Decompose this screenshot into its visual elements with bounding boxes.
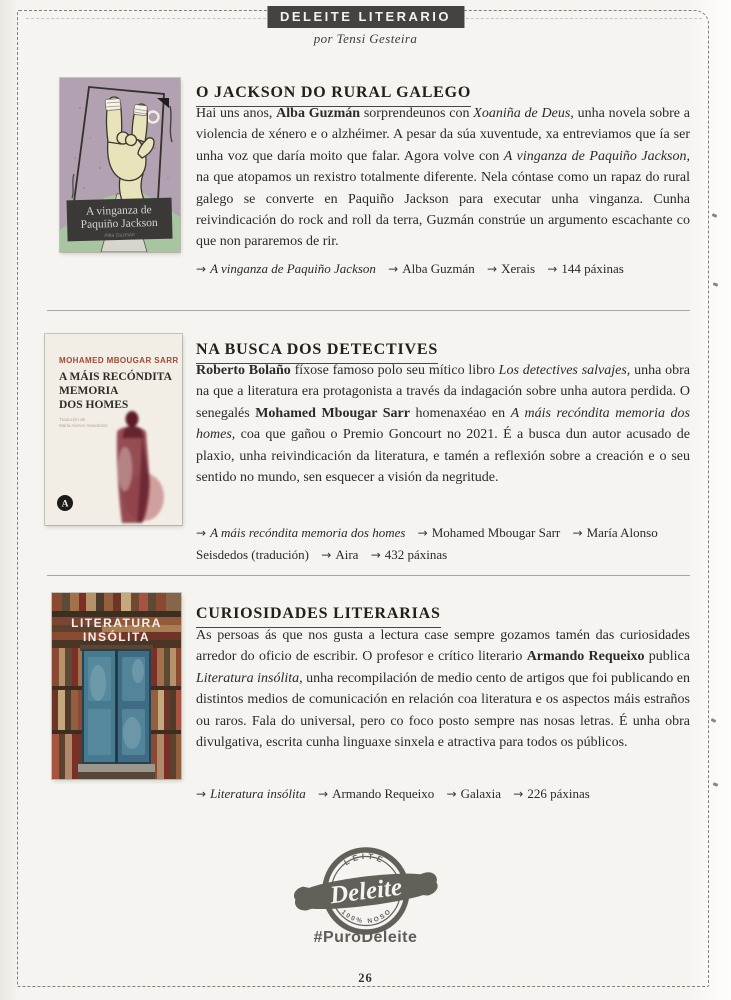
cover-author: MOHAMED MBOUGAR SARR [59,356,179,365]
section-divider [47,575,690,576]
meta-item: → Armando Requeixo [318,786,435,801]
arrow-icon: → [318,787,329,801]
arrow-icon: → [196,526,207,540]
meta-item: → Xerais [487,261,536,276]
meta-item: → A máis recóndita memoria dos homes [196,525,406,540]
cover-title-line1: LITERATURA [71,616,162,630]
book-cover-literatura-insolita [52,593,181,779]
book-meta-1 [196,258,690,280]
binding-mark [712,213,718,218]
cover-author: Alba Guzmán [104,232,135,239]
arrow-icon: → [370,548,381,562]
arrow-icon: → [417,526,428,540]
section-divider [47,310,690,311]
cover-title-line1: A vinganza de [85,204,152,218]
arrow-icon: → [446,787,457,801]
meta-item: → María Alonso Seisdedos (tradución) [196,525,658,562]
book-cover-illustration [52,593,181,779]
hashtag: #PuroDeleite [313,929,418,946]
stamp-arc-bottom-text: 100% NOSO [339,907,394,926]
stamp-name: Deleite [328,873,403,910]
binding-mark [713,782,719,787]
arrow-icon: → [547,262,558,276]
meta-item: → Aira [321,547,359,562]
article-title-1: O JACKSON DO RURAL GALEGO [196,84,471,107]
arrow-icon: → [321,548,332,562]
cover-title-line2: Paquiño Jackson [80,216,158,232]
meta-item: → 226 páxinas [513,786,590,801]
book-cover-memoria-dos-homes [45,334,182,525]
cover-title-line2: INSÓLITA [82,630,151,644]
cover-title-line3: DOS HOMES [59,399,129,411]
binding-mark [713,282,719,287]
cover-title-line2: MEMORIA [59,385,119,397]
section-title-box [267,6,464,28]
meta-item: → Alba Guzmán [388,261,475,276]
meta-item: → 144 páxinas [547,261,624,276]
book-meta-3 [196,783,690,805]
book-cover-illustration [45,334,182,525]
cover-translation-line2: María Alonso Seisdedos [59,423,108,428]
arrow-icon: → [388,262,399,276]
meta-item: → Galaxia [446,786,501,801]
meta-item: → Mohamed Mbougar Sarr [417,525,561,540]
article-title-3: CURIOSIDADES LITERARIAS [196,605,441,628]
byline: por Tensi Gesteira [313,31,418,46]
book-cover-paquino-jackson [60,78,180,252]
arrow-icon: → [196,787,207,801]
page-number: 26 [348,971,383,986]
stamp-arc-top-text: LEITE [342,851,387,868]
arrow-icon: → [513,787,524,801]
svg-text:100% NOSO [339,907,393,926]
header-rule-right [456,18,702,19]
binding-mark [711,718,717,723]
book-meta-2 [196,522,690,566]
cover-translation-line1: Tradución de [59,417,86,422]
cover-title-line1: A MÁIS RECÓNDITA [59,371,172,383]
article-body-1: Hai uns anos, Alba Guzmán sorprendeunos con Xoaniña de Deus, unha novela sobre a violencia de xénero e o alzhéimer. A pesar da súa xuventude, xa entreviamos que ía ser unha voz que daría moito que falar. Agora volve con A vinganza de Paquiño Jackson, na que atopamos un rexistro totalmente diferente. Nela cóntase como un rapaz do rural galego se converte en Paquiño Jackson para executar unha vinganza. Cunha reivindicación do rock and roll da terra, Guzmán constrúe un argumento escachante co que non pararemos de rir. [196,106,690,250]
arrow-icon: → [487,262,498,276]
article-title-2: NA BUSCA DOS DETECTIVES [196,341,438,364]
publisher-logo-letter: A [61,499,69,510]
section-title: DELEITE LITERARIO [279,9,452,24]
arrow-icon: → [572,526,583,540]
book-cover-illustration [60,78,180,252]
article-body-3: As persoas ás que nos gusta a lectura case sempre gozamos tamén das curiosidades arredor do oficio de escribir. O profesor e crítico literario Armando Requeixo publica Literatura insólita, unha recompilación de medio cento de artigos que foi publicando en distintos medios de comunicación en relación coa literatura e os aspectos máis estraños ou raros. Fala do universal, pero co foco posto sempre nas nosas letras. É unha obra divulgativa, escrita cunha linguaxe sinxela e atractiva para todos os públicos. [196,628,690,751]
arrow-icon: → [196,262,207,276]
meta-item: → A vinganza de Paquiño Jackson [196,261,376,276]
header-rule-left [26,18,276,19]
meta-item: → Literatura insólita [196,786,306,801]
article-body-2: Roberto Bolaño fíxose famoso polo seu mítico libro Los detectives salvajes, unha obra na que a literatura era protagonista a través da indagación sobre unha autora perdida. O senegalés Mohamed Mbougar Sarr homenaxéao en A máis recóndita memoria dos homes, coa que gañou o Premio Goncourt no 2021. É a busca dun autor acusado de plaxio, unha reivindicación da literatura, e tamén a reflexión sobre a creación e o seu sentido no mundo, sen esquecer a visión da negritude. [196,363,691,486]
meta-item: → 432 páxinas [370,547,448,562]
